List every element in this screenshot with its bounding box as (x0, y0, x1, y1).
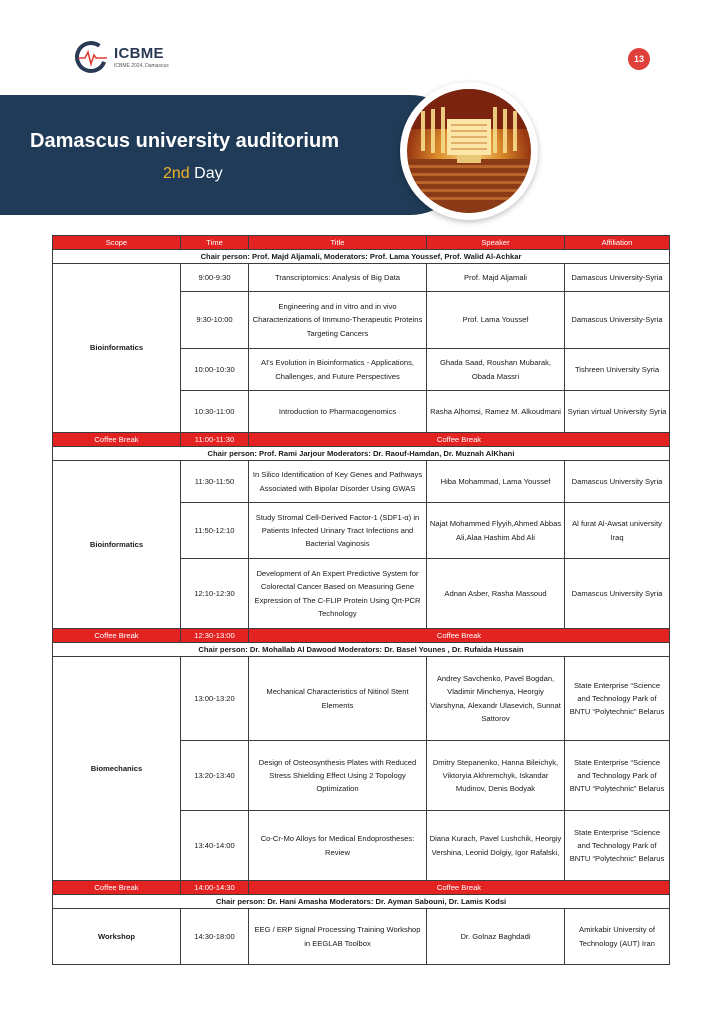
title-cell: EEG / ERP Signal Processing Training Workshop in EEGLAB Toolbox (249, 909, 427, 965)
speaker-cell: Prof. Majd Aljamali (427, 264, 565, 292)
title-cell: In Silico Identification of Key Genes and Pathways Associated with Bipolar Disorder Using GWAS (249, 461, 427, 503)
auditorium-photo (407, 89, 531, 213)
coffee-break-time: 12:30-13:00 (181, 629, 249, 643)
table-row (53, 657, 670, 741)
affiliation-cell: State Enterprise “Science and Technology Park of BNTU “Polytechnic” Belarus (565, 811, 670, 881)
schedule-table (52, 235, 670, 965)
column-header-speaker: Speaker (427, 236, 565, 250)
chair-text: Chair person: Dr. Mohallab Al Dawood Moderators: Dr. Basel Younes , Dr. Rufaida Hussain (53, 643, 670, 657)
affiliation-cell: Amirkabir University of Technology (AUT) Iran (565, 909, 670, 965)
affiliation-cell: Damascus University Syria (565, 461, 670, 503)
title-cell: Development of An Expert Predictive System for Colorectal Cancer Based on Measuring Gene Expression of The C-FLIP Protein Using Qrt-PCR Technology (249, 559, 427, 629)
title-cell: Design of Osteosynthesis Plates with Reduced Stress Shielding Effect Using 2 Topology Optimization (249, 741, 427, 811)
title-cell: Study Stromal Cell-Derived Factor-1 (SDF1-α) in Patients Infected Urinary Tract Infections and Bacterial Vaginosis (249, 503, 427, 559)
speaker-cell: Dr. Golnaz Baghdadi (427, 909, 565, 965)
speaker-cell: Hiba Mohammad, Lama Youssef (427, 461, 565, 503)
coffee-break-text: Coffee Break (249, 433, 670, 447)
day-label (163, 165, 223, 183)
time-cell: 11:50-12:10 (181, 503, 249, 559)
table-row (53, 909, 670, 965)
day-accent: 2nd (163, 165, 190, 182)
time-cell: 11:30-11:50 (181, 461, 249, 503)
time-cell: 14:30-18:00 (181, 909, 249, 965)
title-cell: Mechanical Characteristics of Nitinol Stent Elements (249, 657, 427, 741)
icbme-logo (74, 40, 169, 74)
scope-cell: Workshop (53, 909, 181, 965)
time-cell: 13:20-13:40 (181, 741, 249, 811)
table-row (53, 264, 670, 292)
logo-name: ICBME (114, 45, 164, 62)
speaker-cell: Rasha Alhomsi, Ramez M. Alkoudmani (427, 391, 565, 433)
page-title: Damascus university auditorium (30, 130, 339, 152)
time-cell: 9:30-10:00 (181, 292, 249, 349)
coffee-break-text: Coffee Break (249, 881, 670, 895)
affiliation-cell: Tishreen University Syria (565, 349, 670, 391)
day-rest: Day (189, 165, 223, 182)
chair-text: Chair person: Prof. Majd Aljamali, Moderators: Prof. Lama Youssef, Prof. Walid Al-Achkar (53, 250, 670, 264)
logo-subtitle: ICBME 2024, Damascus (114, 63, 169, 69)
affiliation-cell: Al furat Al-Awsat university Iraq (565, 503, 670, 559)
title-cell: Introduction to Pharmacogenomics (249, 391, 427, 433)
chair-text: Chair person: Prof. Rami Jarjour Moderators: Dr. Raouf-Hamdan, Dr. Muznah AlKhani (53, 447, 670, 461)
affiliation-cell: Syrian virtual University Syria (565, 391, 670, 433)
table-header-row (53, 236, 670, 250)
column-header-time: Time (181, 236, 249, 250)
affiliation-cell: State Enterprise “Science and Technology Park of BNTU “Polytechnic” Belarus (565, 657, 670, 741)
coffee-break-time: 14:00-14:30 (181, 881, 249, 895)
column-header-scope: Scope (53, 236, 181, 250)
speaker-cell: Prof. Lama Youssef (427, 292, 565, 349)
scope-cell: Biomechanics (53, 657, 181, 881)
speaker-cell: Diana Kurach, Pavel Lushchik, Heorgiy Vershina, Leonid Dolgiy, Igor Rafalski, (427, 811, 565, 881)
time-cell: 13:40-14:00 (181, 811, 249, 881)
chair-row (53, 895, 670, 909)
chair-row (53, 447, 670, 461)
time-cell: 12:10-12:30 (181, 559, 249, 629)
affiliation-cell: Damascus University-Syria (565, 264, 670, 292)
title-cell: Transcriptomics: Analysis of Big Data (249, 264, 427, 292)
affiliation-cell: State Enterprise “Science and Technology Park of BNTU “Polytechnic” Belarus (565, 741, 670, 811)
coffee-break-row (53, 433, 670, 447)
time-cell: 10:30-11:00 (181, 391, 249, 433)
time-cell: 13:00-13:20 (181, 657, 249, 741)
scope-cell: Bioinformatics (53, 264, 181, 433)
column-header-affiliation: Affiliation (565, 236, 670, 250)
speaker-cell: Adnan Asber, Rasha Massoud (427, 559, 565, 629)
coffee-break-time: 11:00-11:30 (181, 433, 249, 447)
time-cell: 9:00-9:30 (181, 264, 249, 292)
page-number-badge: 13 (628, 48, 650, 70)
chair-row (53, 643, 670, 657)
coffee-break-text: Coffee Break (249, 629, 670, 643)
table-row (53, 461, 670, 503)
title-cell: Co-Cr-Mo Alloys for Medical Endoprostheses: Review (249, 811, 427, 881)
affiliation-cell: Damascus University-Syria (565, 292, 670, 349)
coffee-break-row (53, 881, 670, 895)
title-cell: Engineering and in vitro and in vivo Characterizations of Immuno-Therapeutic Proteins Targeting Cancers (249, 292, 427, 349)
title-cell: AI's Evolution in Bioinformatics - Applications, Challenges, and Future Perspectives (249, 349, 427, 391)
speaker-cell: Ghada Saad, Roushan Mubarak, Obada Massri (427, 349, 565, 391)
speaker-cell: Najat Mohammed Flyyih,Ahmed Abbas Ali,Alaa Hashim Abd Ali (427, 503, 565, 559)
scope-cell: Bioinformatics (53, 461, 181, 629)
chair-text: Chair person: Dr. Hani Amasha Moderators: Dr. Ayman Sabouni, Dr. Lamis Kodsi (53, 895, 670, 909)
affiliation-cell: Damascus University Syria (565, 559, 670, 629)
logo-heartbeat-icon (74, 40, 108, 74)
coffee-break-label: Coffee Break (53, 881, 181, 895)
coffee-break-label: Coffee Break (53, 629, 181, 643)
coffee-break-label: Coffee Break (53, 433, 181, 447)
chair-row (53, 250, 670, 264)
coffee-break-row (53, 629, 670, 643)
column-header-title: Title (249, 236, 427, 250)
speaker-cell: Dmitry Stepanenko, Hanna Bileichyk, Viktoryia Akhremchyk, Iskandar Mudinov, Denis Bodyak (427, 741, 565, 811)
time-cell: 10:00-10:30 (181, 349, 249, 391)
speaker-cell: Andrey Savchenko, Pavel Bogdan, Vladimir Minchenya, Heorgiy Viarshyna, Alexandr Ulasevich, Sunnat Sattorov (427, 657, 565, 741)
